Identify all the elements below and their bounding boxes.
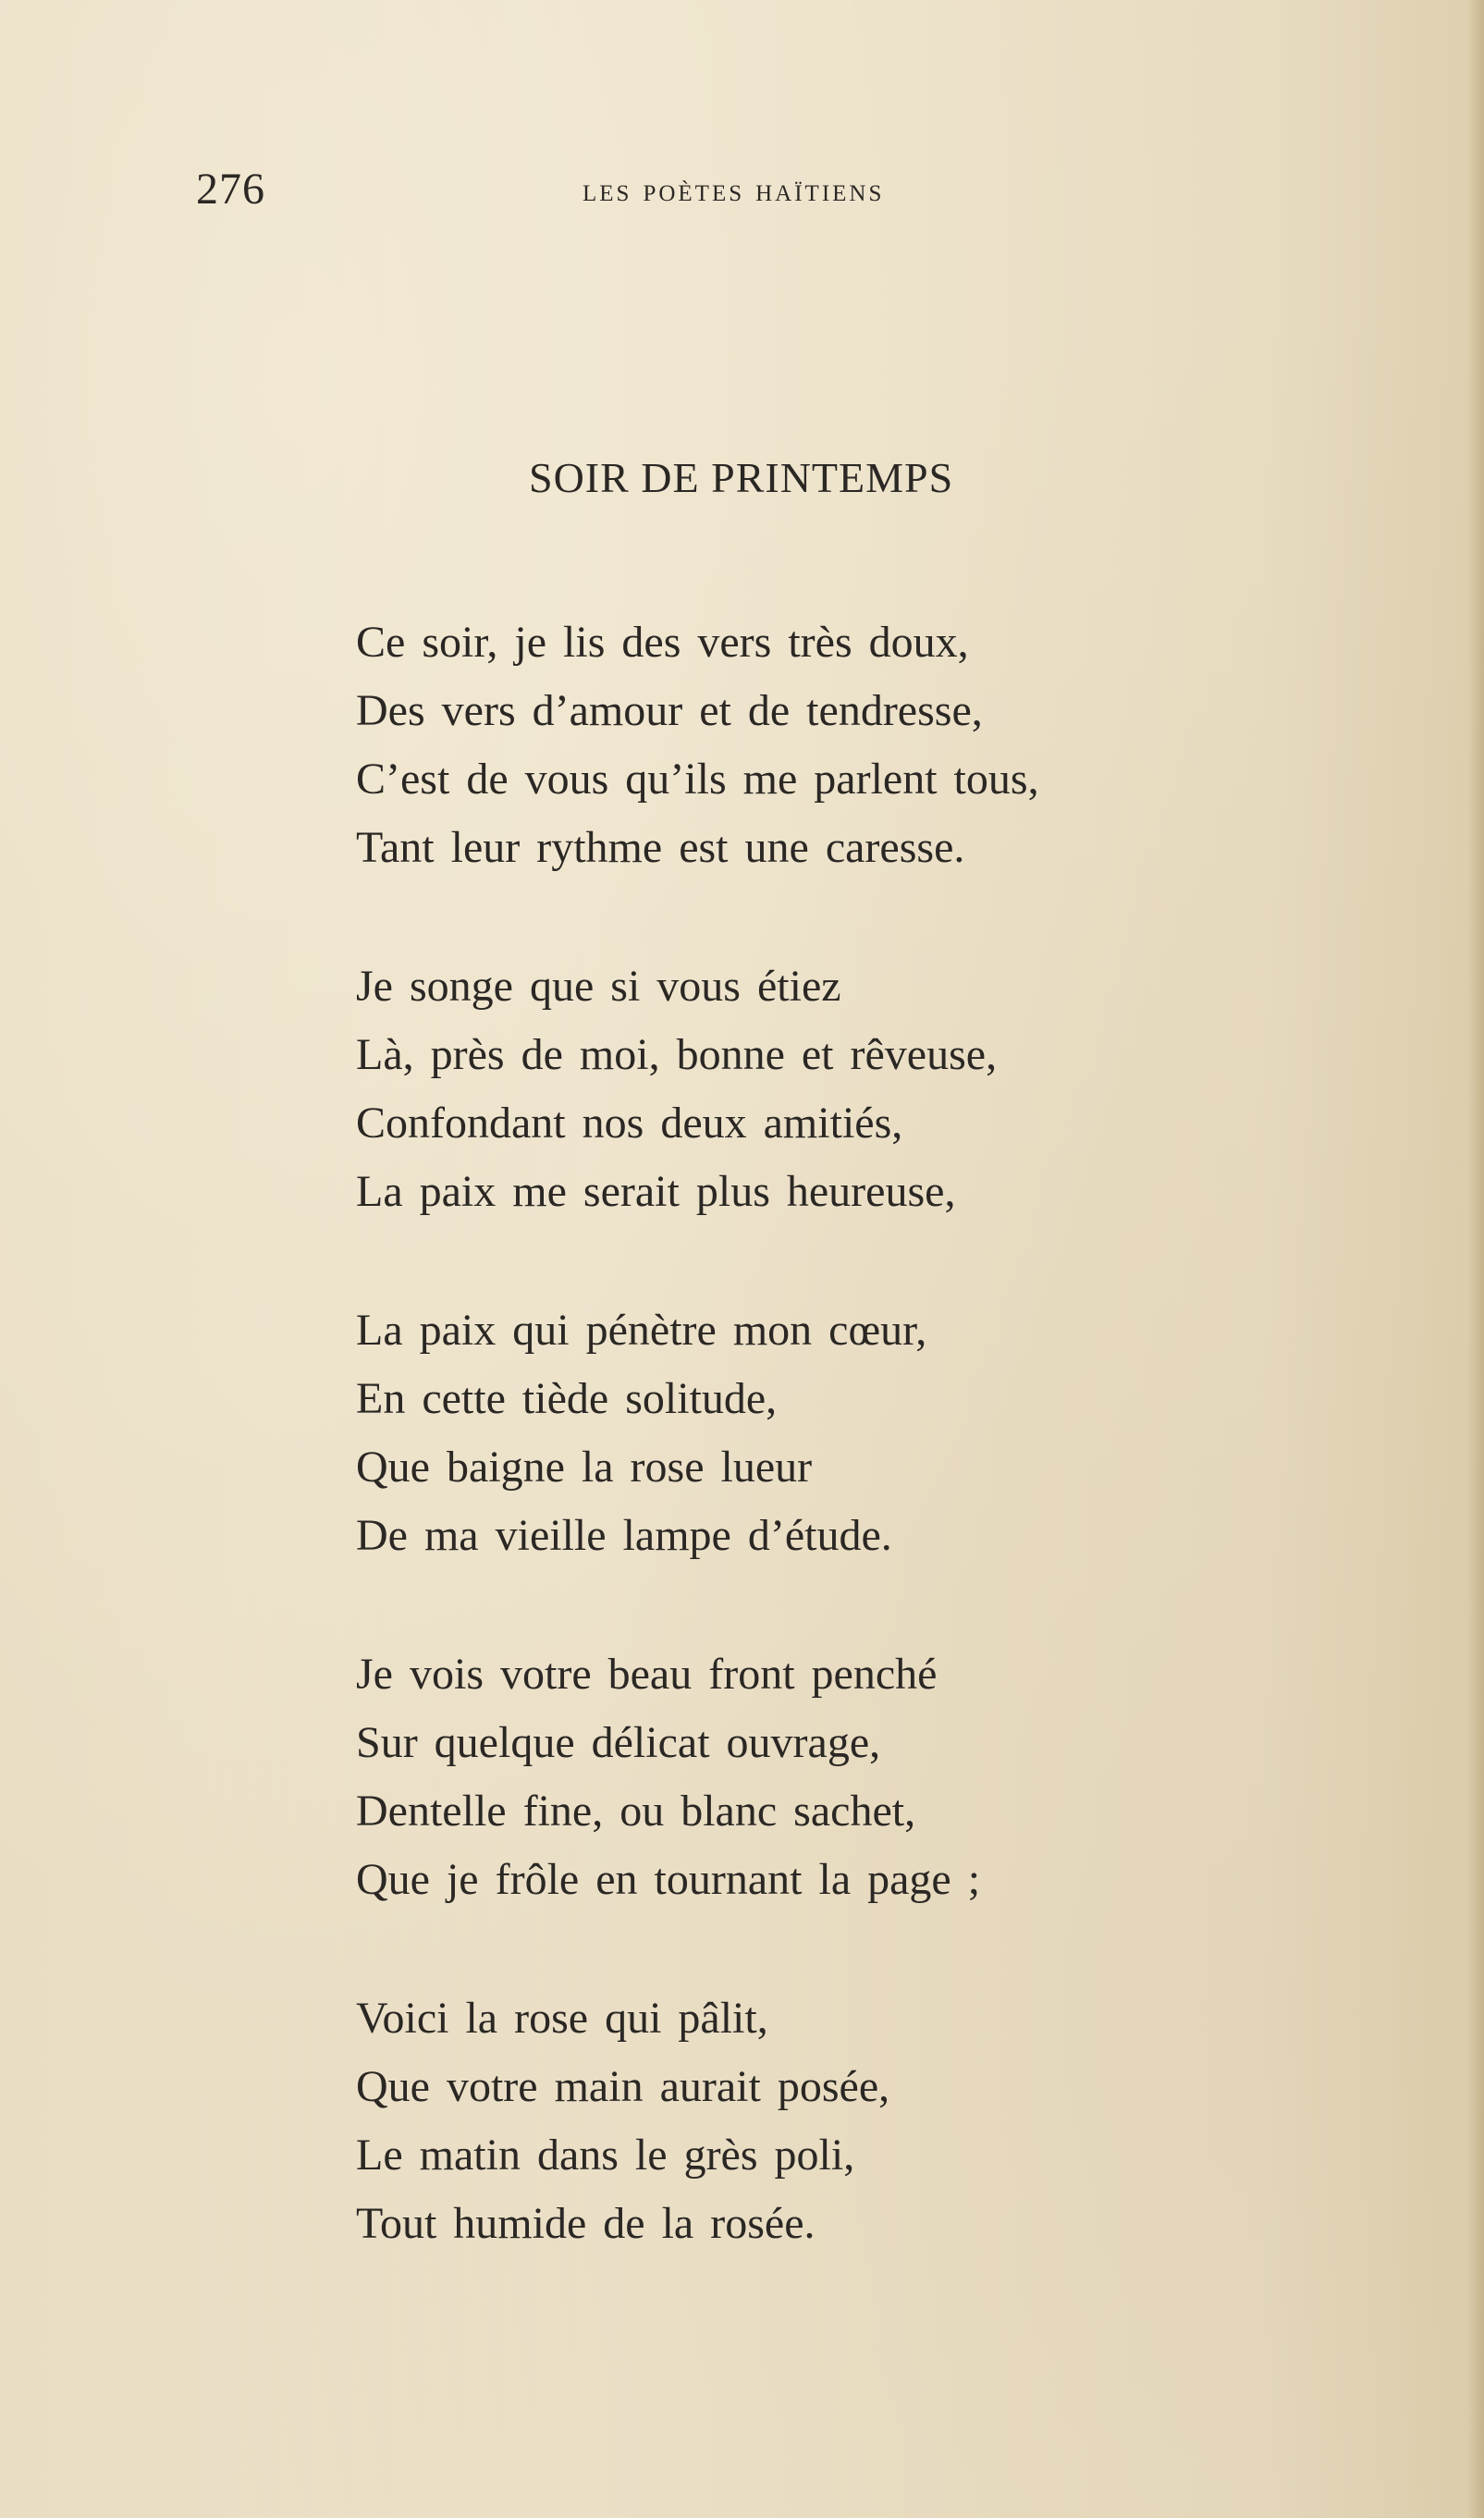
verse-line: Ce soir, je lis des vers très doux, bbox=[356, 618, 969, 667]
stanza-1 bbox=[356, 608, 1281, 882]
stanza-2 bbox=[356, 952, 1281, 1226]
verse-line: Tant leur rythme est une caresse. bbox=[356, 823, 965, 872]
verse-line: La paix qui pénètre mon cœur, bbox=[356, 1306, 927, 1355]
poem-title: SOIR DE PRINTEMPS bbox=[529, 454, 954, 501]
verse-line: Des vers d’amour et de tendresse, bbox=[356, 686, 983, 735]
poem-body bbox=[356, 608, 1281, 2328]
verse-line: En cette tiède solitude, bbox=[356, 1374, 778, 1423]
verse-line: La paix me serait plus heureuse, bbox=[356, 1167, 956, 1216]
stanza-4 bbox=[356, 1640, 1281, 1914]
verse-line: De ma vieille lampe d’étude. bbox=[356, 1511, 892, 1560]
verse-line: Que baigne la rose lueur bbox=[356, 1443, 813, 1492]
page-number: 276 bbox=[196, 165, 265, 214]
verse-line: Voici la rose qui pâlit, bbox=[356, 1994, 768, 2043]
verse-line: Là, près de moi, bonne et rêveuse, bbox=[356, 1030, 998, 1079]
verse-line: Que je frôle en tournant la page ; bbox=[356, 1855, 981, 1904]
stanza-5 bbox=[356, 1984, 1281, 2258]
verse-line: Dentelle fine, ou blanc sachet, bbox=[356, 1787, 916, 1836]
verse-line: C’est de vous qu’ils me parlent tous, bbox=[356, 755, 1039, 804]
verse-line: Je songe que si vous étiez bbox=[356, 962, 841, 1011]
verse-line: Je vois votre beau front penché bbox=[356, 1650, 938, 1699]
verse-line: Que votre main aurait posée, bbox=[356, 2062, 890, 2111]
verse-line: Le matin dans le grès poli, bbox=[356, 2131, 855, 2180]
running-title: les poètes haïtiens bbox=[583, 171, 885, 208]
page-edge-shadow bbox=[1467, 0, 1484, 2518]
running-head bbox=[0, 162, 1484, 217]
verse-line: Tout humide de la rosée. bbox=[356, 2199, 816, 2248]
verse-line: Confondant nos deux amitiés, bbox=[356, 1099, 903, 1148]
stanza-3 bbox=[356, 1296, 1281, 1570]
verse-line: Sur quelque délicat ouvrage, bbox=[356, 1718, 881, 1767]
